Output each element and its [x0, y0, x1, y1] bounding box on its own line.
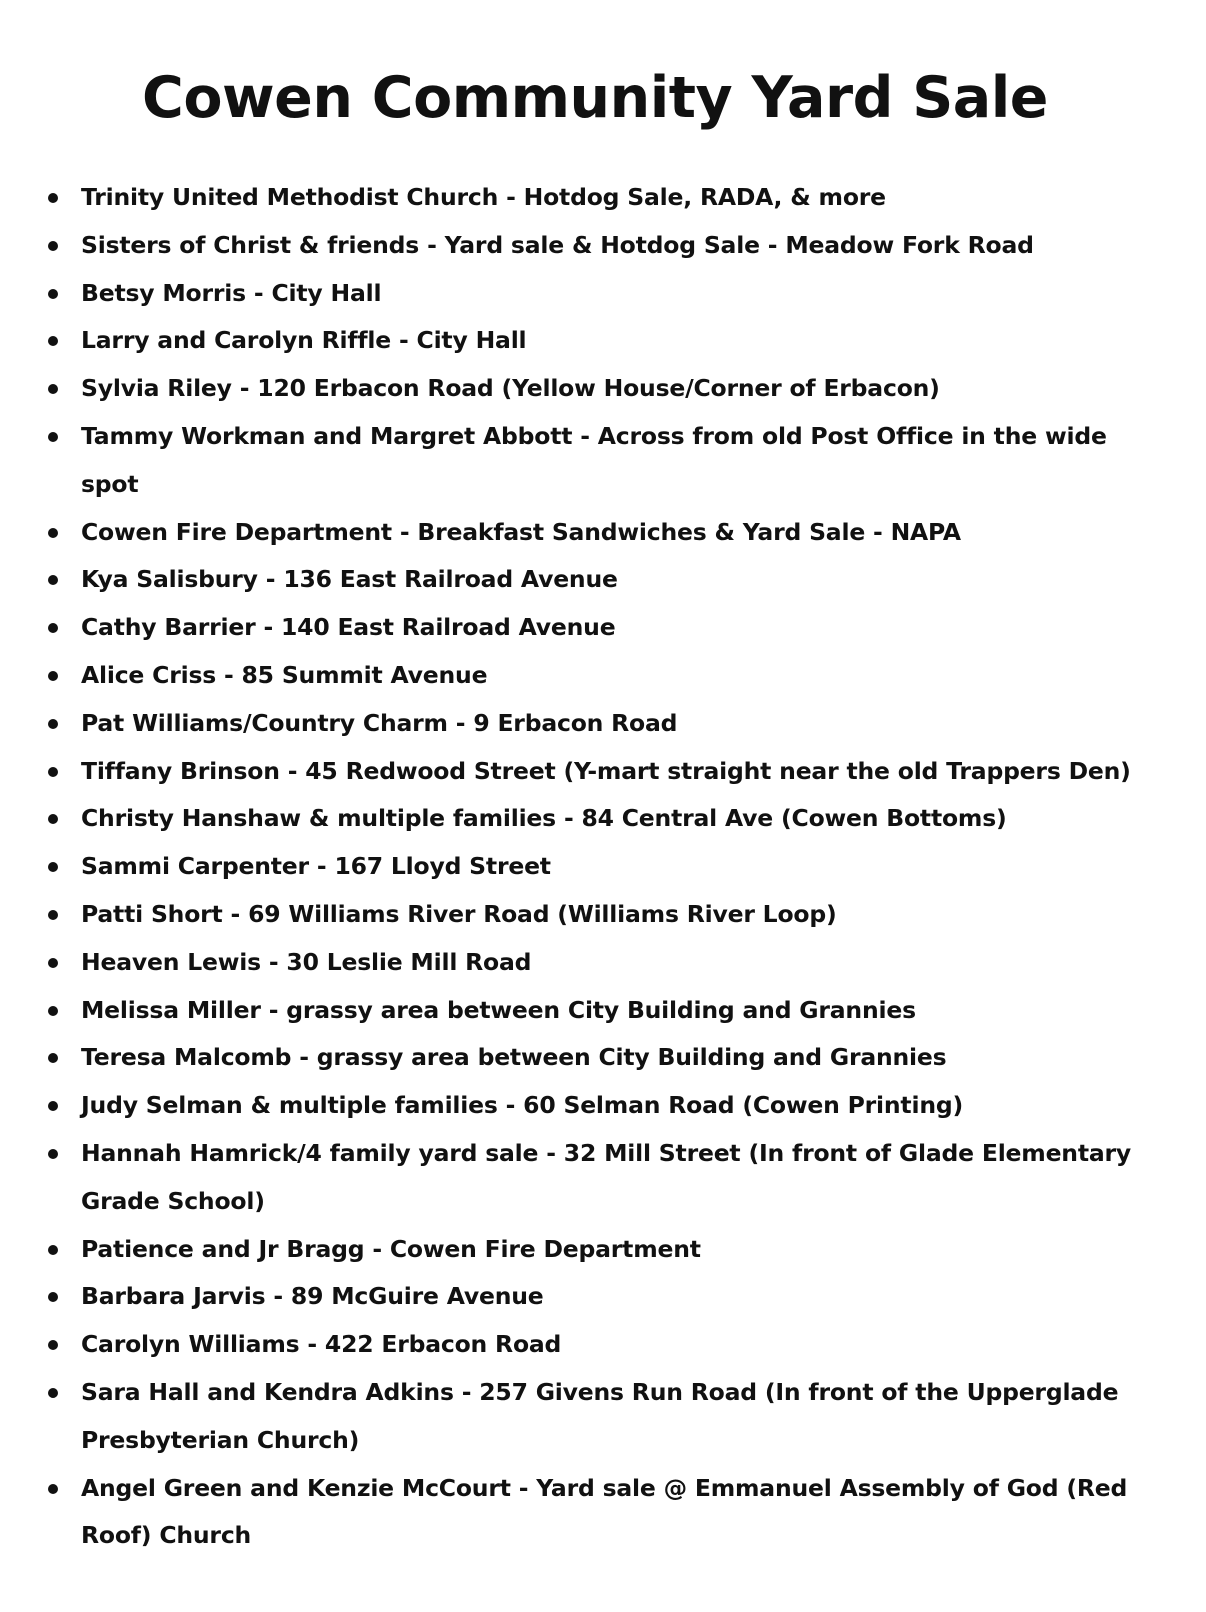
bullet-icon — [48, 719, 58, 729]
list-item — [0, 1226, 1206, 1274]
list-item-text: Barbara Jarvis - 89 McGuire Avenue — [81, 1282, 544, 1311]
list-item — [0, 1273, 1206, 1321]
list-item-text: Alice Criss - 85 Summit Avenue — [81, 660, 488, 689]
page-title: Cowen Community Yard Sale — [142, 65, 1048, 131]
bullet-icon — [48, 336, 58, 346]
bullet-icon — [48, 289, 58, 299]
list-item — [0, 795, 1206, 843]
bullet-icon — [48, 1292, 58, 1302]
list-item-text: Carolyn Williams - 422 Erbacon Road — [81, 1330, 562, 1359]
list-item-text: Tammy Workman and Margret Abbott - Across from old Post Office in the wide spot — [81, 421, 1107, 498]
list-item-text: Angel Green and Kenzie McCourt - Yard sale @ Emmanuel Assembly of God (Red Roof) Church — [81, 1473, 1128, 1550]
bullet-icon — [48, 528, 58, 538]
bullet-icon — [48, 193, 58, 203]
bullet-icon — [48, 384, 58, 394]
list-item — [0, 509, 1206, 557]
list-item — [0, 556, 1206, 604]
list-item — [0, 174, 1206, 222]
bullet-icon — [48, 1245, 58, 1255]
list-item — [0, 843, 1206, 891]
list-item — [0, 365, 1206, 413]
bullet-icon — [48, 910, 58, 920]
list-item — [0, 222, 1206, 270]
list-item-text: Sara Hall and Kendra Adkins - 257 Givens Run Road (In front of the Upperglade Presbyterian Church) — [81, 1377, 1119, 1454]
list-item-text: Pat Williams/Country Charm - 9 Erbacon Road — [81, 708, 678, 737]
list-item — [0, 1034, 1206, 1082]
list-item-text: Patti Short - 69 Williams River Road (Williams River Loop) — [81, 899, 837, 928]
list-item-text: Melissa Miller - grassy area between City Building and Grannies — [81, 995, 916, 1024]
list-item — [0, 987, 1206, 1035]
list-item-text: Sisters of Christ & friends - Yard sale & Hotdog Sale - Meadow Fork Road — [81, 230, 1034, 259]
list-item-text: Cowen Fire Department - Breakfast Sandwiches & Yard Sale - NAPA — [81, 517, 961, 546]
bullet-icon — [48, 1388, 58, 1398]
list-item — [0, 413, 1206, 509]
bullet-icon — [48, 1340, 58, 1350]
list-item-text: Hannah Hamrick/4 family yard sale - 32 Mill Street (In front of Glade Elementary Grade School) — [81, 1138, 1132, 1215]
list-item — [0, 317, 1206, 365]
bullet-icon — [48, 432, 58, 442]
list-item — [0, 1369, 1206, 1465]
list-item-text: Judy Selman & multiple families - 60 Selman Road (Cowen Printing) — [81, 1091, 964, 1120]
list-item — [0, 652, 1206, 700]
list-item-text: Teresa Malcomb - grassy area between City Building and Grannies — [81, 1043, 947, 1072]
bullet-icon — [48, 862, 58, 872]
bullet-icon — [48, 623, 58, 633]
list-item-text: Christy Hanshaw & multiple families - 84 Central Ave (Cowen Bottoms) — [81, 804, 1007, 833]
list-item — [0, 270, 1206, 318]
bullet-icon — [48, 241, 58, 251]
yard-sale-list — [0, 174, 1206, 1560]
bullet-icon — [48, 767, 58, 777]
bullet-icon — [48, 1149, 58, 1159]
list-item-text: Sylvia Riley - 120 Erbacon Road (Yellow House/Corner of Erbacon) — [81, 374, 940, 403]
list-item — [0, 1321, 1206, 1369]
bullet-icon — [48, 1484, 58, 1494]
list-item — [0, 700, 1206, 748]
list-item-text: Heaven Lewis - 30 Leslie Mill Road — [81, 947, 532, 976]
bullet-icon — [48, 958, 58, 968]
list-item — [0, 748, 1206, 796]
list-item-text: Sammi Carpenter - 167 Lloyd Street — [81, 852, 551, 881]
list-item — [0, 604, 1206, 652]
list-item-text: Cathy Barrier - 140 East Railroad Avenue — [81, 613, 616, 642]
list-item-text: Larry and Carolyn Riffle - City Hall — [81, 326, 527, 355]
list-item-text: Patience and Jr Bragg - Cowen Fire Department — [81, 1234, 701, 1263]
bullet-icon — [48, 1053, 58, 1063]
list-item — [0, 1082, 1206, 1130]
list-item — [0, 1465, 1206, 1561]
list-item-text: Betsy Morris - City Hall — [81, 278, 382, 307]
bullet-icon — [48, 1006, 58, 1016]
bullet-icon — [48, 575, 58, 585]
list-item — [0, 891, 1206, 939]
bullet-icon — [48, 671, 58, 681]
bullet-icon — [48, 814, 58, 824]
list-item — [0, 939, 1206, 987]
list-item-text: Trinity United Methodist Church - Hotdog Sale, RADA, & more — [81, 183, 886, 211]
bullet-icon — [48, 1101, 58, 1111]
list-item — [0, 1130, 1206, 1226]
list-item-text: Tiffany Brinson - 45 Redwood Street (Y-mart straight near the old Trappers Den) — [81, 756, 1131, 785]
list-item-text: Kya Salisbury - 136 East Railroad Avenue — [81, 565, 618, 594]
